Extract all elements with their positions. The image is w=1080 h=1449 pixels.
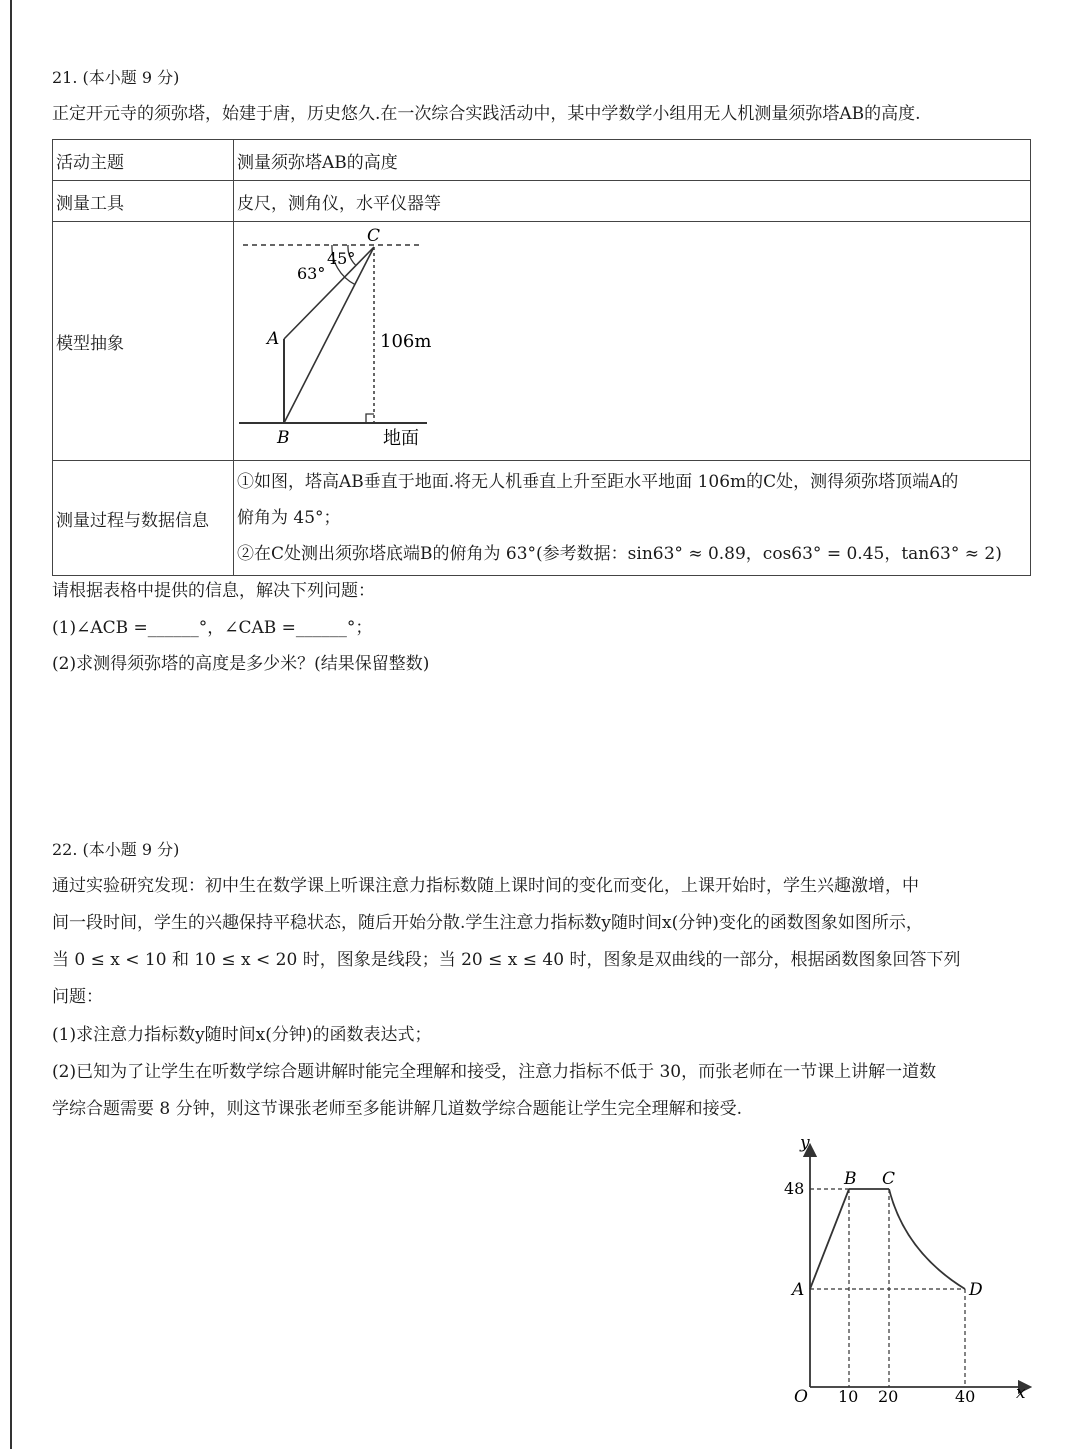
q21-header: 21. (本小题 9 分) (52, 68, 180, 87)
point-label-a: A (792, 1280, 805, 1300)
q21-prompt: 请根据表格中提供的信息，解决下列问题： (52, 581, 375, 601)
table-value-tools: 皮尺，测角仪，水平仪器等 (234, 181, 1031, 222)
model-diagram-cell (234, 222, 1031, 461)
y-tick-48: 48 (784, 1179, 805, 1198)
q22-part-2-line-2: 学综合题需要 8 分钟，则这节课张老师至多能讲解几道数学综合题能让学生完全理解和接受. (52, 1099, 743, 1119)
hyperbola-cd (889, 1189, 965, 1289)
label-angle-45: 45° (327, 249, 356, 268)
table-value-theme: 测量须弥塔AB的高度 (234, 140, 1031, 181)
x-tick-20: 20 (878, 1387, 899, 1406)
table-label-tools: 测量工具 (53, 181, 234, 222)
x-tick-40: 40 (955, 1387, 976, 1406)
x-tick-10: 10 (838, 1387, 859, 1406)
attention-graph (770, 1132, 1040, 1412)
q22-line-4: 问题： (52, 987, 103, 1007)
axis-label-y: y (800, 1133, 810, 1153)
table-label-theme: 活动主题 (53, 140, 234, 181)
binding-line (10, 0, 12, 1449)
process-line-2: 俯角为 45°； (237, 508, 341, 528)
q22-line-3: 当 0 ≤ x < 10 和 10 ≤ x < 20 时，图象是线段；当 20 ≤ x ≤ 40 时，图象是双曲线的一部分，根据函数图象回答下列 (52, 950, 961, 970)
segment-ab (810, 1189, 849, 1289)
q21-part-1: (1)∠ACB =______°，∠CAB =______°； (52, 618, 373, 638)
label-height: 106m (380, 331, 432, 352)
q21-intro: 正定开元寺的须弥塔，始建于唐，历史悠久.在一次综合实践活动中，某中学数学小组用无人机测量须弥塔AB的高度. (52, 104, 921, 124)
q21-info-table (52, 139, 1031, 576)
q22-line-1: 通过实验研究发现：初中生在数学课上听课注意力指标数随上课时间的变化而变化，上课开始时，学生兴趣激增，中 (52, 876, 919, 896)
point-label-c: C (882, 1169, 896, 1189)
process-line-1: ①如图，塔高AB垂直于地面.将无人机垂直上升至距水平地面 106m的C处，测得须弥塔顶端A的 (237, 472, 959, 492)
point-label-b: B (844, 1169, 857, 1189)
q22-part-2-line-1: (2)已知为了让学生在听数学综合题讲解时能完全理解和接受，注意力指标不低于 30，而张老师在一节课上讲解一道数 (52, 1062, 937, 1082)
table-label-model: 模型抽象 (53, 222, 234, 461)
table-value-process (234, 461, 1031, 576)
q22-part-1: (1)求注意力指标数y随时间x(分钟)的函数表达式； (52, 1025, 432, 1045)
process-line-3: ②在C处测出须弥塔底端B的俯角为 63°(参考数据：sin63° ≈ 0.89，cos63° = 0.45，tan63° ≈ 2) (237, 544, 1002, 564)
label-a: A (267, 329, 280, 349)
q22-line-2: 间一段时间，学生的兴趣保持平稳状态，随后开始分散.学生注意力指标数y随时间x(分钟)变化的函数图象如图所示， (52, 913, 923, 933)
q21-part-2: (2)求测得须弥塔的高度是多少米？(结果保留整数) (52, 654, 430, 674)
label-c: C (367, 226, 381, 246)
origin-label: O (794, 1387, 808, 1407)
axis-label-x: x (1016, 1383, 1026, 1403)
label-ground: 地面 (383, 428, 419, 449)
tower-diagram (237, 226, 437, 456)
point-label-d: D (969, 1280, 983, 1300)
label-b: B (277, 428, 290, 448)
right-angle-mark (366, 414, 374, 422)
table-label-process: 测量过程与数据信息 (53, 461, 234, 576)
label-angle-63: 63° (297, 264, 326, 283)
q22-header: 22. (本小题 9 分) (52, 840, 180, 859)
